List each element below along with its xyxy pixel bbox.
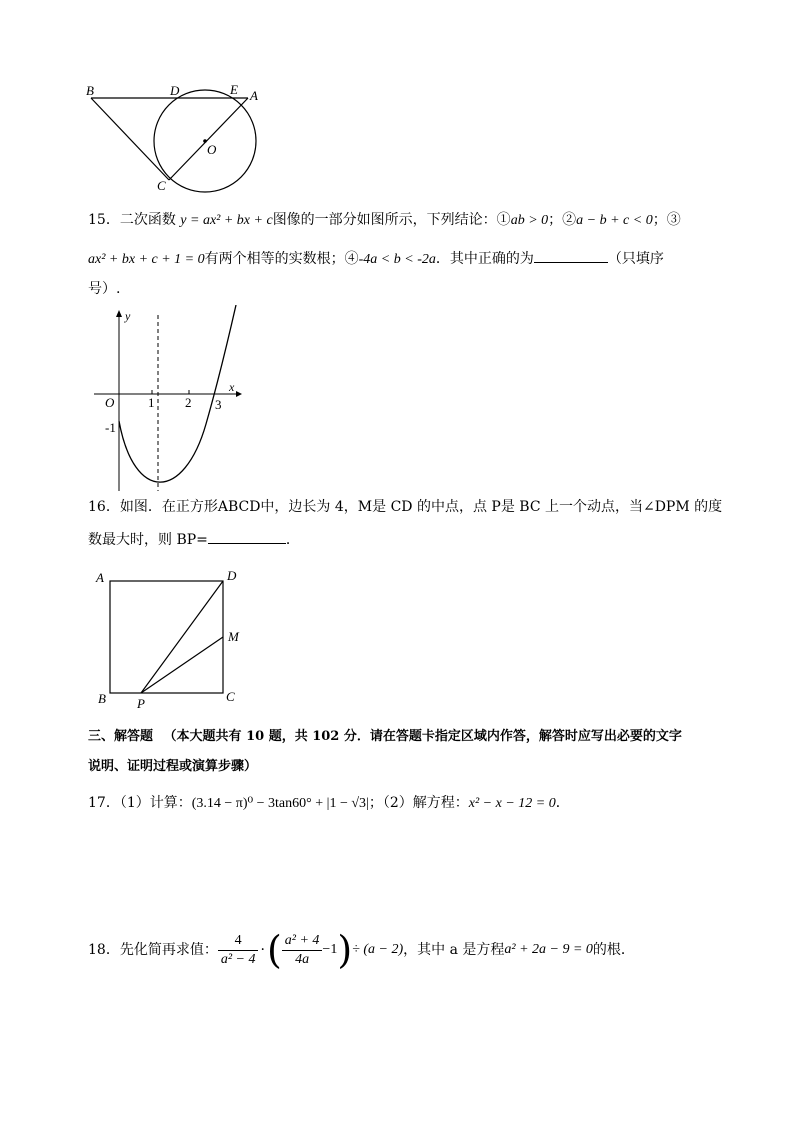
label-P: P xyxy=(137,696,145,710)
tick-label-2: 2 xyxy=(185,395,192,410)
section-3-header-line1 xyxy=(88,727,682,747)
axis-label-x: x xyxy=(229,380,235,394)
figure-square-abcd xyxy=(90,565,250,710)
q18-frac1-numerator: 4 xyxy=(218,932,259,951)
origin-label: O xyxy=(105,395,115,410)
q15-text4: ．其中正确的为 xyxy=(435,251,534,267)
q18-fraction-1 xyxy=(218,932,259,969)
y-axis-arrow xyxy=(116,310,122,317)
question-16-line2 xyxy=(88,529,300,550)
label-B: B xyxy=(98,691,106,706)
question-15-line1 xyxy=(88,210,681,231)
tick-label-3: 3 xyxy=(215,397,222,412)
q15-text6: 号）. xyxy=(88,281,121,297)
q18-fraction-2 xyxy=(282,932,323,969)
label-D: D xyxy=(170,83,180,98)
q18-right-paren: ) xyxy=(337,928,353,972)
q16-line2a: 数最大时，则 BP= xyxy=(88,532,208,548)
q15-answer-blank[interactable] xyxy=(534,248,608,263)
label-M: M xyxy=(228,629,239,644)
q17-sep: ；（2）解方程： xyxy=(368,795,469,811)
figure-parabola-graph xyxy=(88,305,248,495)
q15-text3: 有两个相等的实数根；④ xyxy=(204,251,359,267)
label-C: C xyxy=(157,178,166,193)
q18-text3: 的根． xyxy=(592,942,635,958)
q15-text1: 二次函数 xyxy=(119,212,176,228)
question-16-line1 xyxy=(88,497,722,517)
q17-expr1: (3.14 − π)⁰ − 3tan60° + |1 − √3| xyxy=(191,796,369,811)
q17-number: 17． xyxy=(88,795,120,811)
axis-label-y: y xyxy=(125,309,131,323)
label-D: D xyxy=(227,568,237,583)
segment-PD xyxy=(141,581,223,693)
q18-frac2-denominator: 4a xyxy=(295,951,310,967)
section-3-title: 三、解答题 xyxy=(88,729,154,744)
tick-label-1: 1 xyxy=(148,395,155,410)
q18-text2: ，其中 a 是方程 xyxy=(403,942,505,958)
q18-left-paren: ( xyxy=(266,928,282,972)
q16-number: 16． xyxy=(88,499,120,515)
q16-line2b: ． xyxy=(285,532,300,548)
q17-end: ． xyxy=(555,795,570,811)
segment-PM xyxy=(141,637,223,693)
q15-text2: 图像的一部分如图所示，下列结论：① xyxy=(272,212,511,228)
label-B: B xyxy=(86,83,94,98)
section-3-note2: 说明、证明过程或演算步骤） xyxy=(88,759,258,774)
q15-sep1: ；② xyxy=(548,212,577,228)
q15-function-expr: y = ax² + bx + c xyxy=(180,213,273,228)
q15-sep2: ；③ xyxy=(652,212,681,228)
q16-line1: 如图．在正方形ABCD中，边长为 4，M是 CD 的中点，点 P是 BC 上一个动点，当∠DPM 的度 xyxy=(119,499,723,515)
q18-number: 18． xyxy=(88,942,120,958)
section-3-header-line2 xyxy=(88,757,257,777)
q15-conclusion-2: a − b + c < 0 xyxy=(576,213,653,228)
segment-CA xyxy=(169,98,248,180)
q18-frac1-denominator: a² − 4 xyxy=(220,951,256,967)
q18-text1: 先化简再求值： xyxy=(119,942,218,958)
q15-text5: （只填序 xyxy=(607,251,664,267)
q15-conclusion-1: ab > 0 xyxy=(510,213,549,228)
question-18: 18． 先化简再求值： $\frac{4}{\text{a² − 4}}$ · ( $\frac{\text{a² + 4}}{4a}$ −1 ) ÷ (a − 2) ，其中 a 是方程 a² + 2a − 9 = 0 的根． xyxy=(88,928,635,972)
question-15-line3 xyxy=(88,279,120,299)
q16-answer-blank[interactable] xyxy=(208,529,286,544)
question-15-line2 xyxy=(88,248,664,270)
x-axis-arrow xyxy=(236,391,242,397)
q18-minus-one: −1 xyxy=(322,942,338,957)
tick-label-neg1: -1 xyxy=(105,420,116,435)
label-E: E xyxy=(230,82,238,97)
q18-frac2-numerator: a² + 4 xyxy=(282,932,323,951)
label-A: A xyxy=(96,570,104,585)
q15-number: 15． xyxy=(88,212,120,228)
q18-tail: ÷ (a − 2) xyxy=(352,942,404,957)
label-O: O xyxy=(207,142,217,157)
q17-expr2: x² − x − 12 = 0 xyxy=(468,796,556,811)
q17-part1: （1）计算： xyxy=(119,795,192,811)
q15-conclusion-4: -4a < b < -2a xyxy=(358,252,436,267)
q15-conclusion-3: ax² + bx + c + 1 = 0 xyxy=(88,252,205,267)
q18-equation: a² + 2a − 9 = 0 xyxy=(504,942,593,957)
section-3-note1: （本大题共有 10 题，共 102 分．请在答题卡指定区域内作答，解答时应写出必要的文字 xyxy=(163,729,682,744)
question-17 xyxy=(88,793,570,814)
segment-BC xyxy=(91,98,169,180)
label-A: A xyxy=(250,88,258,103)
label-C: C xyxy=(226,689,235,704)
figure-circle-tangent xyxy=(80,80,280,195)
